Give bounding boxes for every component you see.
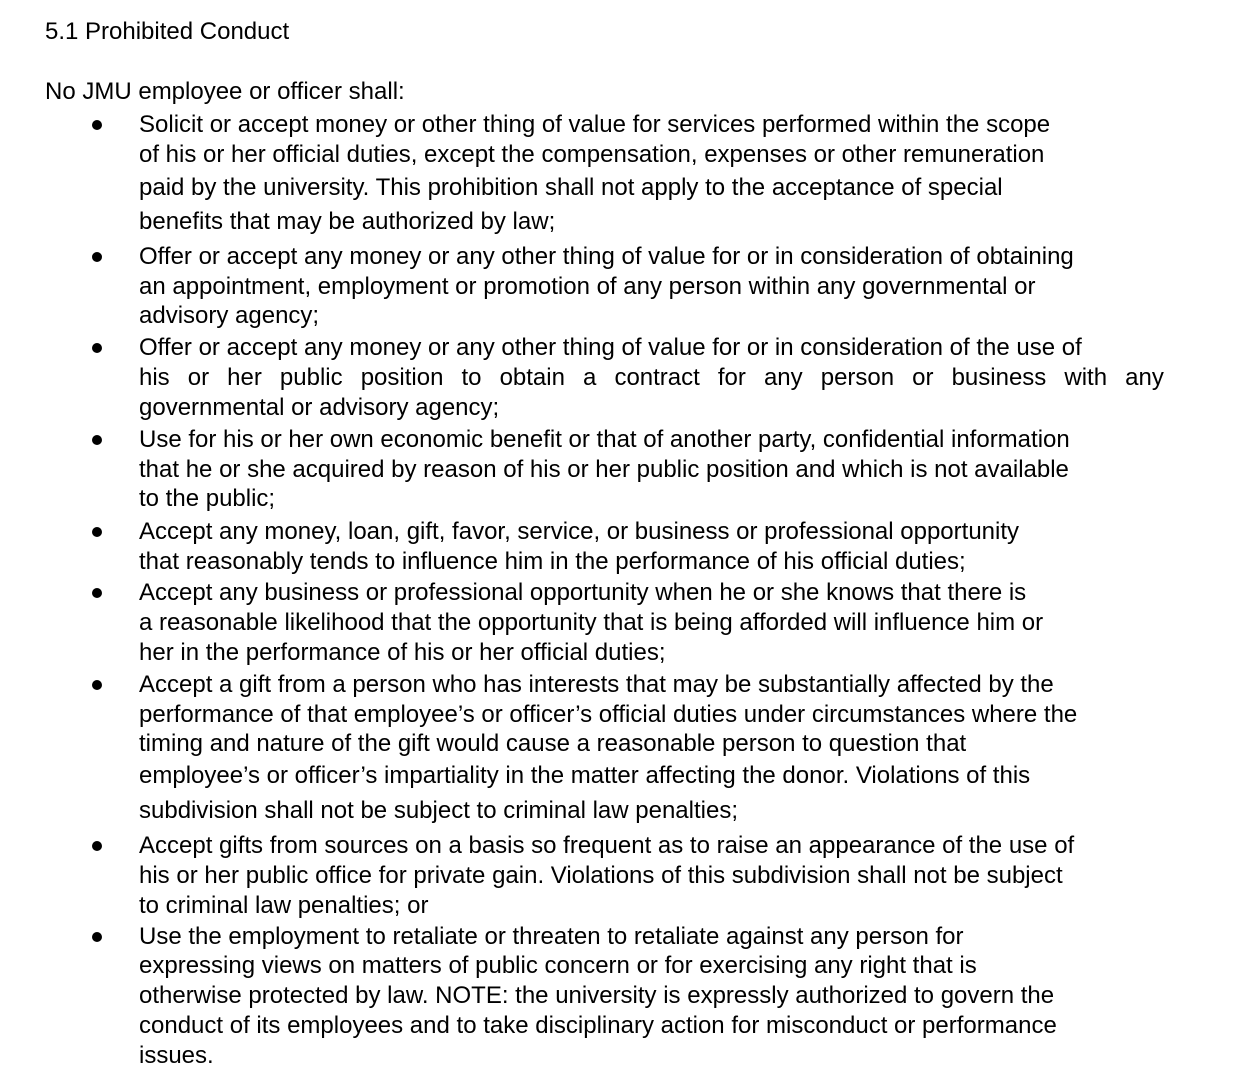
list-item-line: Accept a gift from a person who has interests that may be substantially affected by the [139,671,1054,698]
bullet-icon [92,932,102,942]
list-item-line: Accept gifts from sources on a basis so frequent as to raise an appearance of the use of [139,832,1075,859]
list-item-line: subdivision shall not be subject to criminal law penalties; [139,797,738,824]
list-item-line: that reasonably tends to influence him in the performance of his official duties; [139,548,966,575]
justified-word: any [763,364,803,391]
list-item-line: Accept any money, loan, gift, favor, service, or business or professional opportunity [139,518,1020,545]
list-item-line: expressing views on matters of public concern or for exercising any right that is [139,952,977,979]
justified-word: for [717,364,746,391]
list-item-line: otherwise protected by law. NOTE: the university is expressly authorized to govern the [139,982,1055,1009]
justified-word: person [820,364,895,391]
list-item-line: performance of that employee’s or officer’s official duties under circumstances where the [139,701,1078,728]
justified-word: a [583,364,597,391]
justified-word: business [951,364,1047,391]
bullet-icon [92,588,102,598]
list-item-line: to criminal law penalties; or [139,892,429,919]
intro-text: No JMU employee or officer shall: [45,78,405,105]
list-item-line: paid by the university. This prohibition shall not apply to the acceptance of special [139,174,1003,201]
list-item-line: Use the employment to retaliate or threaten to retaliate against any person for [139,923,964,950]
list-item-line: timing and nature of the gift would cause a reasonable person to question that [139,730,967,757]
list-item-line: governmental or advisory agency; [139,394,500,421]
list-item-line: Offer or accept any money or any other thing of value for or in consideration of the use of [139,334,1082,361]
section-title: 5.1 Prohibited Conduct [45,18,290,45]
justified-word: any [1125,364,1164,391]
list-item-line: to the public; [139,485,276,512]
justified-word: to [461,364,482,391]
bullet-icon [92,527,102,537]
list-item-line: of his or her official duties, except the compensation, expenses or other remuneration [139,141,1045,168]
list-item-line: advisory agency; [139,302,320,329]
list-item-line: an appointment, employment or promotion of any person within any governmental or [139,273,1036,300]
list-item-line: his or her public office for private gain. Violations of this subdivision shall not be subject [139,862,1063,889]
list-item-line: issues. [139,1042,214,1069]
justified-word: or [912,364,934,391]
list-item-line: conduct of its employees and to take disciplinary action for misconduct or performance [139,1012,1057,1039]
justified-word: with [1064,364,1108,391]
bullet-icon [92,343,102,353]
justified-word: position [360,364,444,391]
list-item-line: her in the performance of his or her official duties; [139,639,666,666]
list-item-line [139,363,1164,393]
bullet-icon [92,252,102,262]
list-item-line: benefits that may be authorized by law; [139,208,556,235]
bullet-icon [92,841,102,851]
list-item-line: employee’s or officer’s impartiality in the matter affecting the donor. Violations of this [139,762,1031,789]
justified-word: contract [614,364,700,391]
list-item-line: Offer or accept any money or any other thing of value for or in consideration of obtaining [139,243,1074,270]
list-item-line: Use for his or her own economic benefit or that of another party, confidential information [139,426,1070,453]
justified-word: her [227,364,262,391]
bullet-icon [92,680,102,690]
bullet-icon [92,435,102,445]
justified-word: or [187,364,210,391]
justified-word: his [139,364,170,391]
bullet-icon [92,120,102,130]
justified-word: obtain [499,364,565,391]
list-item-line: Solicit or accept money or other thing of value for services performed within the scope [139,111,1051,138]
list-item-line: Accept any business or professional opportunity when he or she knows that there is [139,579,1027,606]
list-item-line: a reasonable likelihood that the opportunity that is being afforded will influence him or [139,609,1044,636]
list-item-line: that he or she acquired by reason of his or her public position and which is not available [139,456,1069,483]
justified-word: public [279,364,343,391]
